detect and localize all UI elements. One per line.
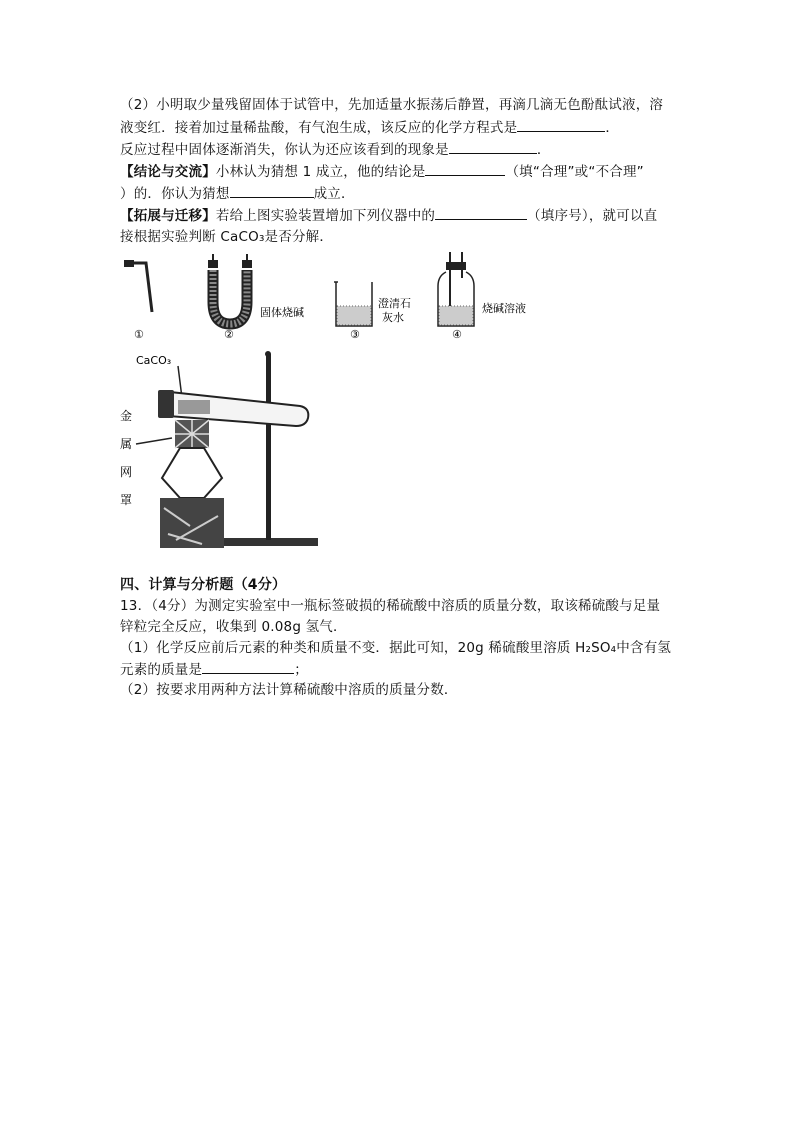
q2-line2-text: 液变红．接着加过量稀盐酸，有气泡生成，该反应的化学方程式是: [120, 120, 518, 136]
apparatus-label-3a: 澄清石: [378, 297, 411, 310]
alcohol-lamp-icon: [160, 448, 224, 548]
q13-part1-line1: （1）化学反应前后元素的种类和质量不变．据此可知，20g 稀硫酸里溶质 H₂SO₄中含有氢: [120, 640, 672, 656]
setup-side-label-4: 罩: [120, 493, 133, 507]
conclusion-line1: [120, 161, 644, 182]
apparatus-figure: [120, 252, 560, 347]
extension-tag: 【拓展与迁移】: [120, 208, 216, 224]
conclusion-line2: [120, 183, 355, 204]
heating-setup-figure: [120, 348, 330, 553]
extension-line1: [120, 205, 657, 226]
setup-side-label-2: 属: [120, 437, 133, 451]
answer-blank-hypothesis[interactable]: [230, 183, 314, 198]
apparatus-num-1: ①: [134, 328, 144, 341]
conclusion-text: 小林认为猜想 1 成立，他的结论是: [215, 164, 426, 180]
answer-blank-reasonable[interactable]: [425, 161, 505, 176]
answer-blank-hydrogen-mass[interactable]: [202, 659, 294, 674]
answer-blank-instrument[interactable]: [435, 205, 527, 220]
bent-tube-icon: [124, 260, 152, 341]
setup-side-label-3: 网: [120, 465, 133, 479]
beaker-icon: [334, 282, 411, 341]
extension-text: 若给上图实验装置增加下列仪器中的: [215, 208, 436, 224]
q2-line3-text: 反应过程中固体逐渐消失，你认为还应该看到的现象是: [120, 142, 449, 158]
stand-rod: [266, 354, 271, 540]
q2-line2: [120, 117, 619, 138]
extension-hint: （填序号），就可以直: [527, 208, 658, 224]
apparatus-num-2: ②: [224, 328, 234, 341]
conclusion-tag: 【结论与交流】: [120, 164, 216, 180]
u-tube-icon: [208, 254, 304, 341]
q13-part1-end: ；: [294, 662, 308, 678]
setup-label-caco3: CaCO₃: [136, 354, 172, 367]
q2-line2-end: ．: [605, 120, 620, 136]
q13-part1-text: 元素的质量是: [120, 662, 203, 678]
extension-line2: 接根据实验判断 CaCO₃是否分解．: [120, 229, 334, 245]
wash-bottle-icon: [438, 252, 526, 341]
apparatus-num-3: ③: [350, 328, 360, 341]
conclusion-hint: （填“合理”或“不合理”: [505, 164, 644, 180]
q13-line1: 13．（4分）为测定实验室中一瓶标签破损的稀硫酸中溶质的质量分数，取该稀硫酸与足量: [120, 598, 661, 614]
apparatus-num-4: ④: [452, 328, 462, 341]
section4-title: 四、计算与分析题（4分）: [120, 577, 287, 593]
answer-blank-phenomenon[interactable]: [449, 139, 537, 154]
conclusion-line2-end: 成立．: [313, 186, 355, 202]
answer-blank-equation[interactable]: [517, 117, 605, 132]
conclusion-line2-text: ）的．你认为猜想: [120, 186, 230, 202]
apparatus-label-2: 固体烧碱: [260, 306, 304, 319]
setup-side-label-1: 金: [120, 409, 133, 423]
q2-line3: [120, 139, 551, 160]
q2-line3-end: ．: [536, 142, 551, 158]
q13-part2: （2）按要求用两种方法计算稀硫酸中溶质的质量分数．: [120, 682, 458, 698]
apparatus-label-4: 烧碱溶液: [482, 302, 526, 315]
metal-mesh-icon: [175, 420, 209, 448]
apparatus-label-3b: 灰水: [382, 311, 404, 324]
q2-line1: （2）小明取少量残留固体于试管中，先加适量水振荡后静置，再滴几滴无色酚酞试液，溶: [120, 97, 664, 113]
q13-line2: 锌粒完全反应，收集到 0.08g 氢气．: [120, 619, 347, 635]
q13-part1-line2: [120, 659, 308, 680]
